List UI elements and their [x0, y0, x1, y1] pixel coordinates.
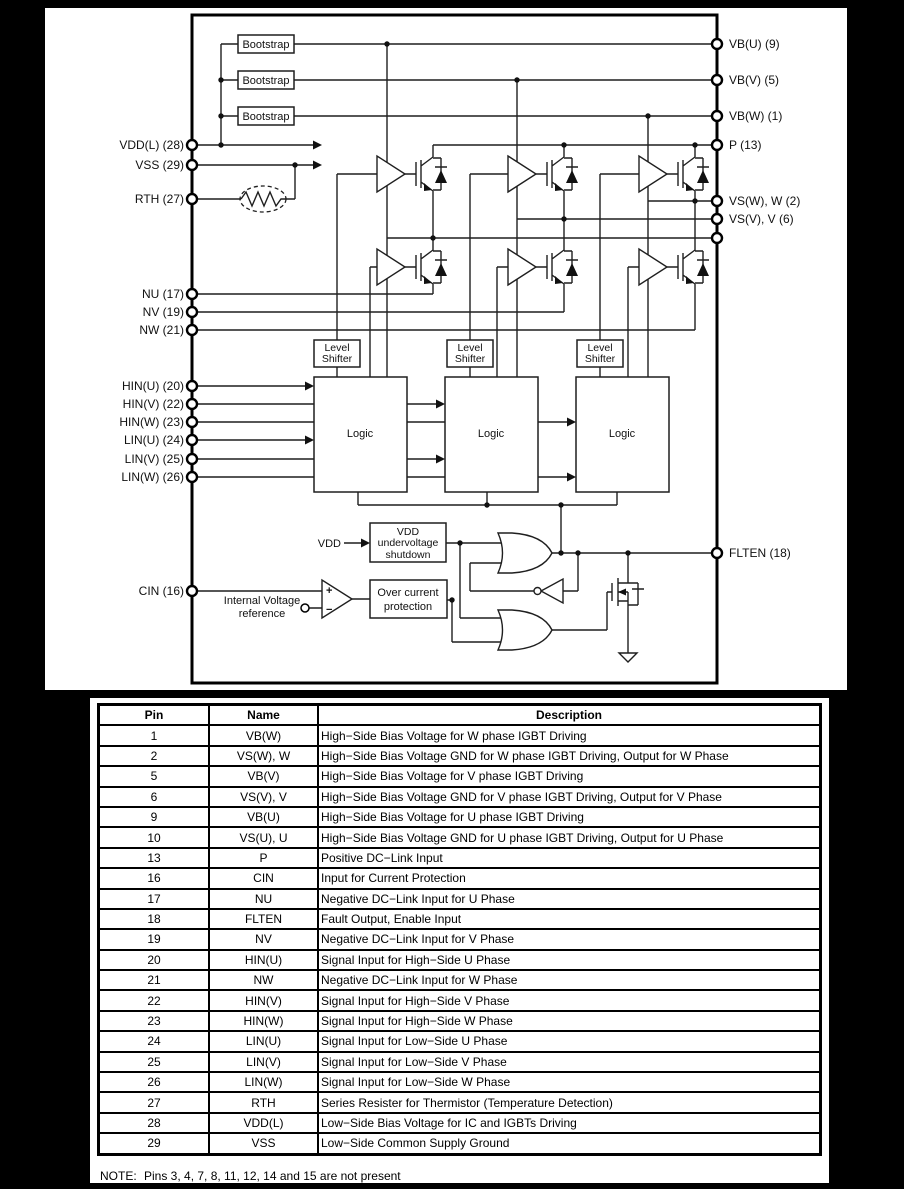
table-row — [99, 1031, 821, 1051]
undervoltage-shutdown-box — [370, 523, 446, 562]
name-cell: VB(V) — [209, 766, 318, 786]
name-cell: LIN(V) — [209, 1052, 318, 1072]
svg-text:Bootstrap: Bootstrap — [242, 75, 290, 87]
logic-box — [576, 377, 669, 492]
pin-cell: 16 — [99, 868, 210, 888]
description-cell: Signal Input for Low−Side V Phase — [318, 1052, 821, 1072]
internal-ref-label: Internal Voltage — [223, 595, 301, 607]
bootstrap-box — [238, 71, 294, 89]
name-cell: FLTEN — [209, 909, 318, 929]
pin-label-rth: RTH (27) — [134, 192, 184, 206]
pin-label-hinv: HIN(V) (22) — [122, 397, 184, 411]
pin-cell: 21 — [99, 970, 210, 990]
pin-cell: 17 — [99, 889, 210, 909]
logic-box — [445, 377, 538, 492]
level-shifter-box — [447, 340, 493, 367]
table-row — [99, 970, 821, 990]
name-cell: LIN(W) — [209, 1072, 318, 1092]
table-row — [99, 827, 821, 847]
note-text: Pins 3, 4, 7, 8, 11, 12, 14 and 15 are not present — [144, 1169, 401, 1183]
pin-label-vss: VSS (29) — [135, 158, 184, 172]
description-cell: Signal Input for Low−Side W Phase — [318, 1072, 821, 1092]
name-cell: NU — [209, 889, 318, 909]
pin-cell: 13 — [99, 848, 210, 868]
svg-text:Bootstrap: Bootstrap — [242, 39, 290, 51]
table-row — [99, 929, 821, 949]
name-cell: VB(W) — [209, 725, 318, 745]
pin-cell: 20 — [99, 950, 210, 970]
description-cell: Fault Output, Enable Input — [318, 909, 821, 929]
table-row — [99, 950, 821, 970]
pin-cell: 9 — [99, 807, 210, 827]
table-note — [100, 1169, 401, 1183]
table-row — [99, 725, 821, 745]
pin-cell: 5 — [99, 766, 210, 786]
description-cell: Low−Side Bias Voltage for IC and IGBTs Driving — [318, 1113, 821, 1133]
table-row — [99, 889, 821, 909]
svg-text:+: + — [326, 585, 333, 597]
pin-cell: 22 — [99, 990, 210, 1010]
pin-label-flten: FLTEN (18) — [729, 546, 791, 560]
svg-text:Bootstrap: Bootstrap — [242, 111, 290, 123]
pin-cell: 28 — [99, 1113, 210, 1133]
pin-cell: 25 — [99, 1052, 210, 1072]
name-cell: HIN(W) — [209, 1011, 318, 1031]
description-cell: High−Side Bias Voltage for U phase IGBT Driving — [318, 807, 821, 827]
vdd-input-label: VDD — [317, 538, 341, 550]
pin-label-linw: LIN(W) (26) — [121, 470, 184, 484]
pin-cell: 2 — [99, 746, 210, 766]
overcurrent-protection-box — [370, 580, 447, 618]
svg-text:Level: Level — [587, 342, 613, 354]
table-row — [99, 1072, 821, 1092]
svg-text:Shifter: Shifter — [321, 353, 353, 365]
level-shifter-box — [314, 340, 360, 367]
pin-description-table — [97, 703, 822, 1156]
name-cell: VS(W), W — [209, 746, 318, 766]
description-cell: Signal Input for High−Side U Phase — [318, 950, 821, 970]
pin-cell: 10 — [99, 827, 210, 847]
table-row — [99, 868, 821, 888]
pin-cell: 19 — [99, 929, 210, 949]
pin-cell: 18 — [99, 909, 210, 929]
svg-text:Level: Level — [457, 342, 483, 354]
bootstrap-box — [238, 107, 294, 125]
internal-ref-label2: reference — [238, 608, 286, 620]
svg-text:protection: protection — [383, 601, 433, 613]
svg-text:Logic: Logic — [477, 428, 505, 440]
pin-label-hinw: HIN(W) (23) — [119, 415, 184, 429]
description-cell: Low−Side Common Supply Ground — [318, 1133, 821, 1154]
name-cell: NW — [209, 970, 318, 990]
header-pin: Pin — [99, 705, 210, 726]
pin-cell: 1 — [99, 725, 210, 745]
name-cell: VS(V), V — [209, 787, 318, 807]
pin-cell: 27 — [99, 1092, 210, 1112]
reference-terminal — [301, 604, 309, 612]
description-cell: High−Side Bias Voltage for V phase IGBT Driving — [318, 766, 821, 786]
name-cell: HIN(V) — [209, 990, 318, 1010]
table-row — [99, 787, 821, 807]
pin-cell: 29 — [99, 1133, 210, 1154]
pin-cell: 26 — [99, 1072, 210, 1092]
pin-label-linv: LIN(V) (25) — [124, 452, 184, 466]
name-cell: RTH — [209, 1092, 318, 1112]
note-label: NOTE: — [100, 1169, 137, 1183]
svg-text:undervoltage: undervoltage — [377, 537, 439, 549]
description-cell: Signal Input for High−Side V Phase — [318, 990, 821, 1010]
pin-table-panel — [90, 698, 829, 1183]
description-cell: High−Side Bias Voltage GND for W phase IGBT Driving, Output for W Phase — [318, 746, 821, 766]
description-cell: Negative DC−Link Input for U Phase — [318, 889, 821, 909]
header-description: Description — [318, 705, 821, 726]
level-shifter-box — [577, 340, 623, 367]
description-cell: High−Side Bias Voltage for W phase IGBT Driving — [318, 725, 821, 745]
name-cell: VS(U), U — [209, 827, 318, 847]
pin-cell: 6 — [99, 787, 210, 807]
description-cell: High−Side Bias Voltage GND for U phase IGBT Driving, Output for U Phase — [318, 827, 821, 847]
table-row — [99, 1092, 821, 1112]
table-row — [99, 746, 821, 766]
pin-label-cin: CIN (16) — [138, 584, 184, 598]
pin-label-nu: NU (17) — [141, 287, 184, 301]
table-row — [99, 807, 821, 827]
table-row — [99, 909, 821, 929]
pin-label-p: P (13) — [729, 138, 762, 152]
pin-label-vsv: VS(V), V (6) — [729, 212, 794, 226]
description-cell: Series Resister for Thermistor (Temperature Detection) — [318, 1092, 821, 1112]
pin-label-vbu: VB(U) (9) — [729, 37, 780, 51]
name-cell: CIN — [209, 868, 318, 888]
table-row — [99, 990, 821, 1010]
pin-label-nw: NW (21) — [139, 323, 184, 337]
svg-text:Shifter: Shifter — [584, 353, 616, 365]
svg-text:Logic: Logic — [608, 428, 636, 440]
name-cell: LIN(U) — [209, 1031, 318, 1051]
pin-label-vsw: VS(W), W (2) — [729, 194, 801, 208]
svg-text:Level: Level — [324, 342, 350, 354]
name-cell: VDD(L) — [209, 1113, 318, 1133]
pin-label-vbv: VB(V) (5) — [729, 73, 780, 87]
description-cell: Input for Current Protection — [318, 868, 821, 888]
logic-box — [314, 377, 407, 492]
header-name: Name — [209, 705, 318, 726]
pin-label-linu: LIN(U) (24) — [123, 433, 184, 447]
table-row — [99, 1133, 821, 1154]
name-cell: NV — [209, 929, 318, 949]
description-cell: High−Side Bias Voltage GND for V phase IGBT Driving, Output for V Phase — [318, 787, 821, 807]
description-cell: Signal Input for High−Side W Phase — [318, 1011, 821, 1031]
pin-label-vddl: VDD(L) (28) — [119, 138, 184, 152]
svg-text:shutdown: shutdown — [385, 549, 431, 561]
name-cell: HIN(U) — [209, 950, 318, 970]
svg-text:Logic: Logic — [346, 428, 374, 440]
description-cell: Negative DC−Link Input for W Phase — [318, 970, 821, 990]
table-row — [99, 1052, 821, 1072]
description-cell: Negative DC−Link Input for V Phase — [318, 929, 821, 949]
svg-text:VDD: VDD — [396, 526, 420, 538]
name-cell: P — [209, 848, 318, 868]
pin-label-vbw: VB(W) (1) — [729, 109, 783, 123]
svg-text:Over current: Over current — [377, 587, 439, 599]
pin-cell: 23 — [99, 1011, 210, 1031]
description-cell: Positive DC−Link Input — [318, 848, 821, 868]
table-header-row — [99, 705, 821, 726]
description-cell: Signal Input for Low−Side U Phase — [318, 1031, 821, 1051]
bootstrap-box — [238, 35, 294, 53]
pin-cell: 24 — [99, 1031, 210, 1051]
table-row — [99, 1011, 821, 1031]
svg-text:−: − — [326, 604, 333, 616]
name-cell: VSS — [209, 1133, 318, 1154]
svg-text:Shifter: Shifter — [454, 353, 486, 365]
pin-label-hinu: HIN(U) (20) — [122, 379, 184, 393]
pin-label-nv: NV (19) — [142, 305, 184, 319]
name-cell: VB(U) — [209, 807, 318, 827]
table-row — [99, 848, 821, 868]
table-row — [99, 766, 821, 786]
table-row — [99, 1113, 821, 1133]
